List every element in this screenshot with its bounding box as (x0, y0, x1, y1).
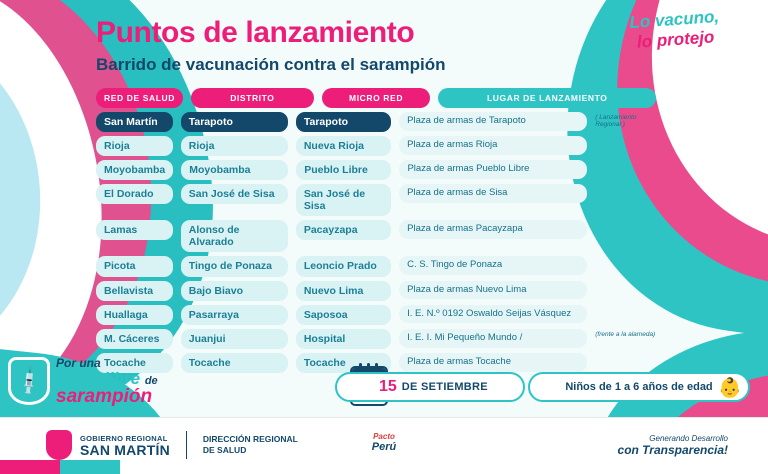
table-row (96, 256, 656, 276)
dir-line2: DE SALUD (202, 445, 247, 455)
page-title: Puntos de lanzamiento (96, 16, 415, 49)
column-header-micro-red: MICRO RED (322, 88, 431, 108)
age-badge (528, 372, 750, 402)
cell-red-de-salud: Tocache (96, 353, 173, 373)
shield-icon (8, 357, 50, 405)
column-header-distrito: DISTRITO (191, 88, 314, 108)
column-header-red-de-salud: RED DE SALUD (96, 88, 183, 108)
brandmark-line2: lo protejo (636, 27, 715, 52)
cell-micro-red: Pacayzapa (296, 220, 391, 240)
cell-red-de-salud: El Dorado (96, 184, 173, 204)
cell-distrito: Tocache (181, 353, 288, 373)
cell-red-de-salud: San Martín (96, 112, 173, 132)
table-row (96, 184, 656, 216)
table-row (96, 160, 656, 180)
campaign-line1: Por una (56, 355, 101, 370)
header (96, 16, 676, 75)
cell-micro-red: Nuevo Lima (296, 281, 391, 301)
table-row (96, 136, 656, 156)
cell-note (595, 184, 656, 187)
cell-note (595, 305, 656, 308)
cell-distrito: Alonso de Alvarado (181, 220, 288, 252)
cell-red-de-salud: Rioja (96, 136, 173, 156)
campaign-line2-small: de (144, 374, 158, 387)
gob-line1: GOBIERNO REGIONAL (80, 433, 168, 443)
cell-lugar: Plaza de armas Pacayzapa (399, 220, 587, 239)
cell-note (595, 160, 656, 163)
campaign-badge (8, 352, 218, 410)
cell-red-de-salud: Picota (96, 256, 173, 276)
table-row (96, 112, 656, 132)
cell-micro-red: Tarapoto (296, 112, 391, 132)
cell-note (595, 256, 656, 259)
cell-distrito: Bajo Biavo (181, 281, 288, 301)
brandmark-line1: Lo vacuno, (628, 6, 720, 33)
cell-red-de-salud: Huallaga (96, 305, 173, 325)
cell-lugar: I. E. I. Mi Pequeño Mundo / (399, 329, 587, 348)
cell-note (595, 281, 656, 284)
center-line1: Pacto (373, 432, 395, 441)
child-icon: 👶 (718, 378, 742, 399)
footer-accent-teal (60, 460, 120, 474)
dir-line1: DIRECCIÓN REGIONAL (202, 434, 298, 445)
cell-distrito: Moyobamba (181, 160, 288, 180)
cell-lugar: Plaza de armas Tocache (399, 353, 587, 372)
campaign-line2-text: niñez libre (56, 368, 141, 388)
footer-center-mark (372, 432, 396, 453)
footer-accent-pink (0, 460, 60, 474)
campaign-line2 (56, 370, 158, 387)
column-header-lugar: LUGAR DE LANZAMIENTO (438, 88, 656, 108)
cell-note: ( Lanzamiento Regional ) (595, 114, 637, 128)
cell-red-de-salud: Lamas (96, 220, 173, 240)
cell-red-de-salud: Bellavista (96, 281, 173, 301)
cell-micro-red: Saposoa (296, 305, 391, 325)
footer (0, 417, 768, 474)
center-line2: Perú (371, 441, 397, 453)
cell-distrito: Tingo de Ponaza (181, 256, 288, 276)
table-row (96, 329, 656, 349)
date-number: 15 (379, 378, 397, 395)
cell-lugar: Plaza de armas Rioja (399, 136, 587, 155)
age-text: Niños de 1 a 6 años de edad (565, 381, 713, 393)
right-line2: con Transparencia! (617, 443, 728, 457)
table-row (96, 305, 656, 325)
table-row (96, 281, 656, 301)
table-body (96, 112, 656, 373)
cell-note (595, 353, 656, 356)
gob-line2: SAN MARTÍN (80, 441, 170, 458)
cell-lugar: C. S. Tingo de Ponaza (399, 256, 587, 275)
cell-distrito: Rioja (181, 136, 288, 156)
page-subtitle: Barrido de vacunación contra el sarampión (96, 55, 446, 74)
footer-right-mark (618, 434, 728, 457)
date-text: DE SETIEMBRE (401, 381, 488, 393)
campaign-line3: sarampión (56, 385, 153, 407)
cell-lugar: Plaza de armas Nuevo Lima (399, 281, 587, 300)
date-badge (335, 372, 525, 402)
cell-distrito: Juanjui (181, 329, 288, 349)
cell-lugar: Plaza de armas de Tarapoto (399, 112, 587, 131)
cell-distrito: San José de Sisa (181, 184, 288, 204)
cell-micro-red: Nueva Rioja (296, 136, 391, 156)
cell-micro-red: San José de Sisa (296, 184, 391, 216)
cell-micro-red: Tocache (296, 353, 391, 373)
launch-points-table (96, 88, 656, 373)
cell-red-de-salud: M. Cáceres (96, 329, 173, 349)
table-row (96, 220, 656, 252)
footer-government-block (46, 430, 298, 460)
cell-micro-red: Hospital (296, 329, 391, 349)
cell-micro-red: Leoncio Prado (296, 256, 391, 276)
cell-distrito: Tarapoto (181, 112, 288, 132)
coat-of-arms-icon (46, 430, 72, 460)
cell-micro-red: Pueblo Libre (296, 160, 391, 180)
cell-red-de-salud: Moyobamba (96, 160, 173, 180)
cell-lugar: I. E. N.º 0192 Oswaldo Seijas Vásquez (399, 305, 587, 324)
table-header-row (96, 88, 656, 108)
cell-lugar: Plaza de armas Pueblo Libre (399, 160, 587, 179)
cell-distrito: Pasarraya (181, 305, 288, 325)
cell-note (595, 136, 656, 139)
cell-lugar: Plaza de armas de Sisa (399, 184, 587, 203)
right-line1: Generando Desarrollo (649, 434, 728, 443)
cell-note: (frente a la alameda) (595, 330, 656, 338)
cell-note (595, 220, 656, 223)
syringe-icon: 💉 (12, 364, 46, 398)
footer-divider (186, 431, 187, 459)
